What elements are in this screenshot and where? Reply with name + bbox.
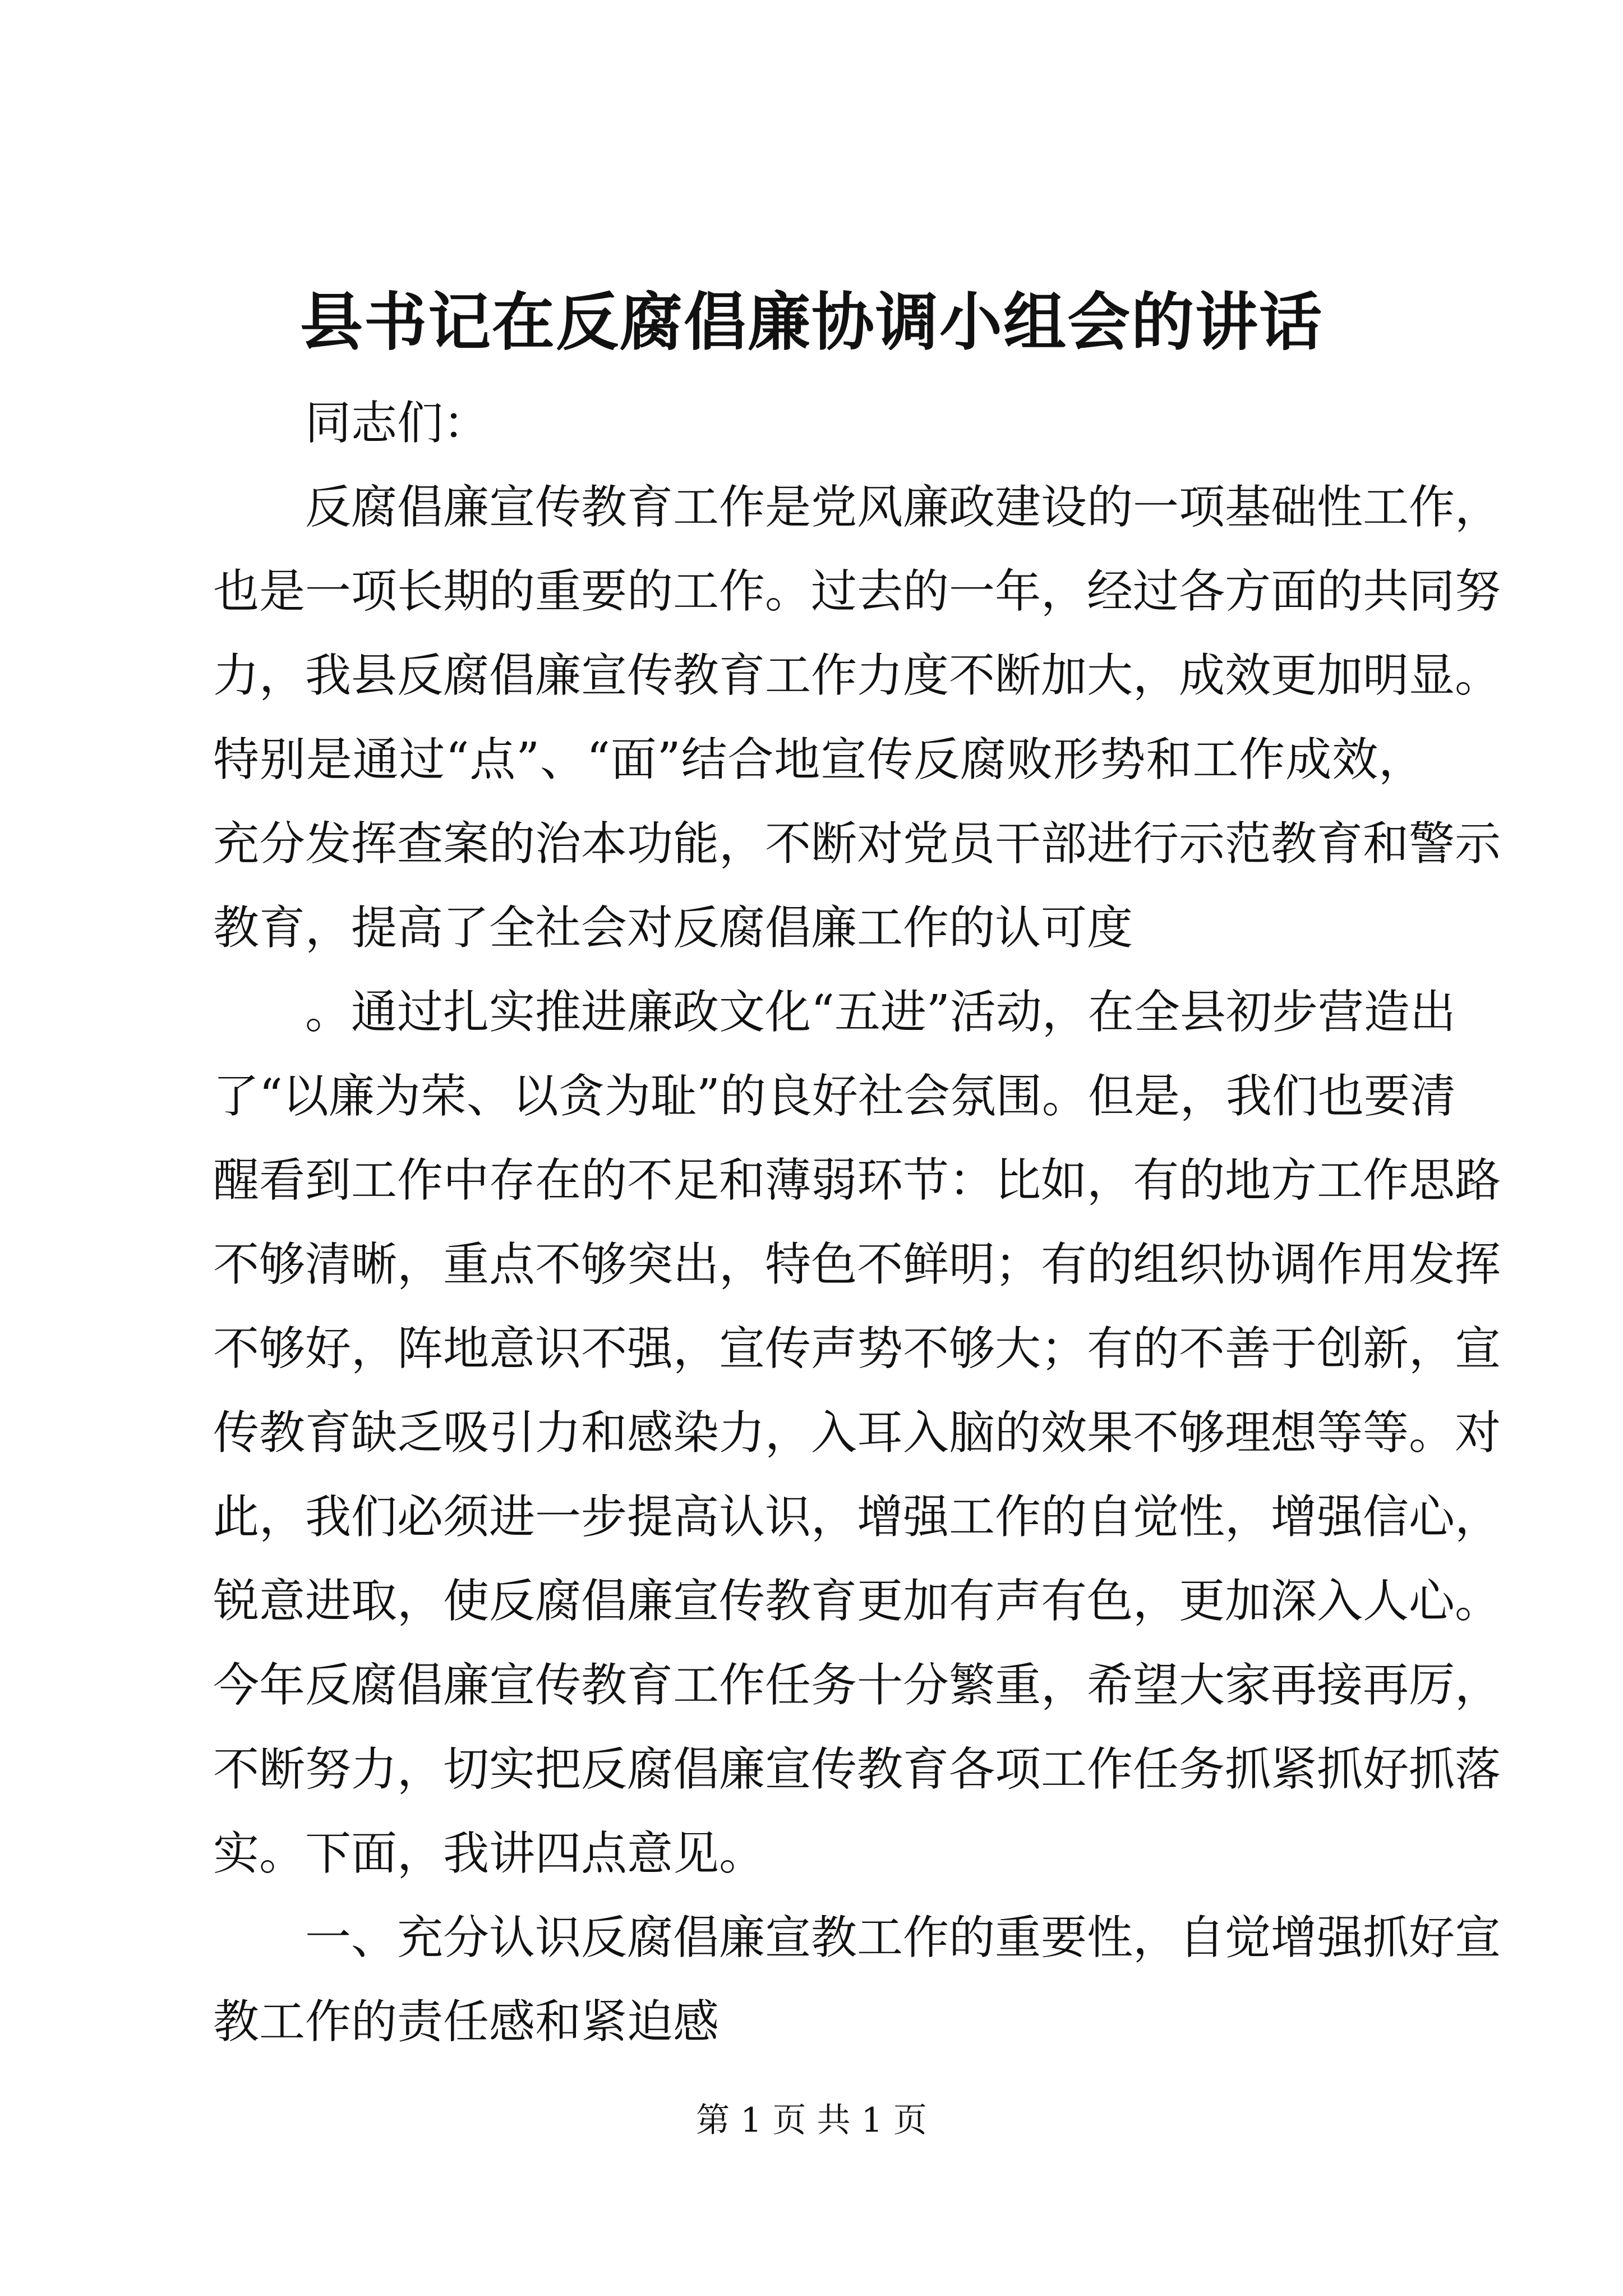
paragraph-line: 了“以廉为荣、以贪为耻”的良好社会氛围。但是，我们也要清 xyxy=(213,1070,1456,1123)
page-footer: 第 1 页 共 1 页 xyxy=(696,2101,927,2140)
paragraph-line: 特别是通过“点”、“面”结合地宣传反腐败形势和工作成效， xyxy=(213,733,1424,786)
paragraph-line: 反腐倡廉宣传教育工作是党风廉政建设的一项基础性工作， xyxy=(305,481,1501,534)
paragraph-line: 此，我们必须进一步提高认识，增强工作的自觉性，增强信心， xyxy=(213,1490,1501,1544)
paragraph-line: 锐意进取，使反腐倡廉宣传教育更加有声有色，更加深入人心。 xyxy=(213,1575,1501,1628)
paragraph-line: 。通过扎实推进廉政文化“五进”活动，在全县初步营造出 xyxy=(305,986,1456,1039)
document-body xyxy=(213,381,1501,2064)
paragraph-line: 今年反腐倡廉宣传教育工作任务十分繁重，希望大家再接再厉， xyxy=(213,1659,1501,1712)
paragraph-line: 实。下面，我讲四点意见。 xyxy=(213,1827,766,1880)
paragraph-line: 醒看到工作中存在的不足和薄弱环节：比如，有的地方工作思路 xyxy=(213,1154,1501,1207)
paragraph-line: 力，我县反腐倡廉宣传教育工作力度不断加大，成效更加明显。 xyxy=(213,649,1501,702)
paragraph-line: 不够好，阵地意识不强，宣传声势不够大；有的不善于创新，宣 xyxy=(213,1322,1501,1375)
section-heading-line: 教工作的责任感和紧迫感 xyxy=(213,1995,720,2049)
paragraph-line: 不断努力，切实把反腐倡廉宣传教育各项工作任务抓紧抓好抓落 xyxy=(213,1743,1501,1796)
document-title: 县书记在反腐倡廉协调小组会的讲话 xyxy=(300,286,1323,359)
paragraph-line: 充分发挥查案的治本功能，不断对党员干部进行示范教育和警示 xyxy=(213,817,1501,871)
paragraph-line: 也是一项长期的重要的工作。过去的一年，经过各方面的共同努 xyxy=(213,565,1501,618)
section-heading-line: 一、充分认识反腐倡廉宣教工作的重要性，自觉增强抓好宣 xyxy=(305,1911,1501,1964)
paragraph-line: 传教育缺乏吸引力和感染力，入耳入脑的效果不够理想等等。对 xyxy=(213,1406,1501,1460)
paragraph-line: 教育，提高了全社会对反腐倡廉工作的认可度 xyxy=(213,901,1133,955)
paragraph-line: 不够清晰，重点不够突出，特色不鲜明；有的组织协调作用发挥 xyxy=(213,1238,1501,1291)
salutation-line: 同志们： xyxy=(305,397,490,450)
